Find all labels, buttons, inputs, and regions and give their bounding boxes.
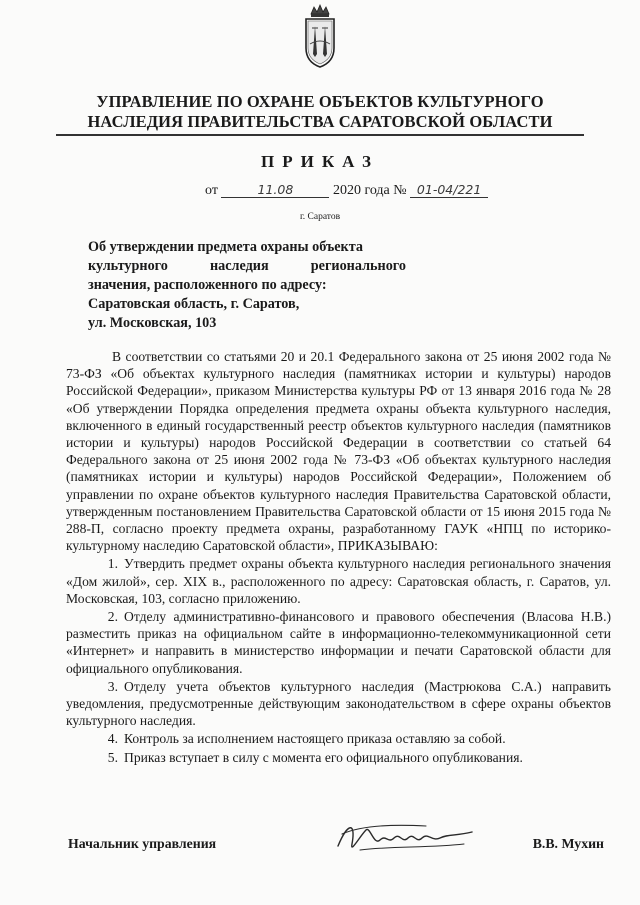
item-text: Утвердить предмет охраны объекта культурного наследия регионального значения «Дом жилой», сер. XIX в., расположенного по адресу: Саратовская область, г. Саратов, ул. Московская, 103, согласно приложению. bbox=[66, 556, 611, 606]
order-city: г. Саратов bbox=[299, 212, 341, 222]
item-number: 2. bbox=[107, 609, 118, 625]
item-number: 1. bbox=[107, 556, 118, 572]
signatory-position: Начальник управления bbox=[68, 836, 217, 851]
order-item-3 bbox=[66, 678, 611, 730]
item-text: Отделу административно-финансового и правового обеспечения (Власова Н.В.) разместить приказ на официальном сайте в информационно-телекоммуникационной сети «Интернет» и направить в министерство информации и печати Саратовской области для официального опубликования. bbox=[66, 609, 611, 676]
order-date-number bbox=[205, 182, 525, 199]
order-item-5 bbox=[66, 749, 611, 766]
subject-word: культурного bbox=[88, 258, 168, 274]
coat-of-arms-icon bbox=[300, 4, 340, 70]
item-text: Приказ вступает в силу с момента его официального опубликования. bbox=[124, 749, 523, 765]
organization-name-line-2: НАСЛЕДИЯ ПРАВИТЕЛЬСТВА САРАТОВСКОЙ ОБЛАСТИ bbox=[87, 112, 553, 131]
order-date-handwritten: 11.08 bbox=[221, 182, 329, 198]
organization-name bbox=[60, 92, 580, 132]
order-body bbox=[66, 348, 611, 766]
order-item-2 bbox=[66, 608, 611, 677]
header-divider bbox=[56, 134, 584, 136]
subject-word: наследия bbox=[209, 258, 269, 274]
item-text: Контроль за исполнением настоящего приказа оставляю за собой. bbox=[124, 731, 506, 747]
item-text: Отделу учета объектов культурного наследия (Мастрюкова С.А.) направить уведомления, предусмотренные действующим законодательством в сфере охраны объектов культурного наследия. bbox=[66, 678, 611, 729]
order-item-1 bbox=[66, 555, 611, 607]
subject-line-4: Саратовская область, г. Саратов, bbox=[88, 296, 300, 312]
item-number: 3. bbox=[107, 678, 118, 694]
item-number: 5. bbox=[107, 749, 118, 765]
order-year-text: 2020 года № bbox=[332, 183, 407, 198]
subject-line-2 bbox=[88, 257, 406, 276]
subject-line-5: ул. Московская, 103 bbox=[88, 315, 217, 331]
order-item-4 bbox=[66, 730, 611, 747]
order-number-handwritten: 01-04/221 bbox=[410, 182, 488, 198]
order-title: ПРИКАЗ bbox=[261, 152, 379, 171]
item-number: 4. bbox=[107, 731, 118, 747]
subject-line-3: значения, расположенного по адресу: bbox=[88, 277, 327, 293]
subject-word: регионального bbox=[310, 258, 406, 274]
subject-line-1: Об утверждении предмета охраны объекта bbox=[88, 239, 363, 255]
signatory-name: В.В. Мухин bbox=[532, 836, 604, 851]
organization-name-line-1: УПРАВЛЕНИЕ ПО ОХРАНЕ ОБЪЕКТОВ КУЛЬТУРНОГО bbox=[96, 92, 544, 111]
handwritten-signature bbox=[330, 816, 480, 860]
order-subject bbox=[88, 238, 406, 333]
preamble-paragraph: В соответствии со статьями 20 и 20.1 Федерального закона от 25 июня 2002 года № 73-ФЗ «Об объектах культурного наследия (памятниках истории и культуры) народов Российской Федерации», приказом Министерства культуры РФ от 13 января 2016 года № 28 «Об утверждении Порядка определения предмета охраны объекта культурного наследия, включенного в единый государственный реестр объектов культурного наследия (памятников истории и культуры) народов Российской Федерации в соответствии со статьей 64 Федерального закона от 25 июня 2002 года № 73-ФЗ «Об объектах культурного наследия (памятниках истории и культуры) народов Российской Федерации», Положением об управлении по охране объектов культурного наследия Правительства Саратовской области, утвержденным постановлением Правительства Саратовской области от 15 июня 2015 года № 288-П, согласно проекту предмета охраны, разработанному ГАУК «НПЦ по историко-культурному наследию Саратовской области», ПРИКАЗЫВАЮ: bbox=[66, 349, 611, 554]
order-date-prefix: от bbox=[205, 183, 218, 198]
